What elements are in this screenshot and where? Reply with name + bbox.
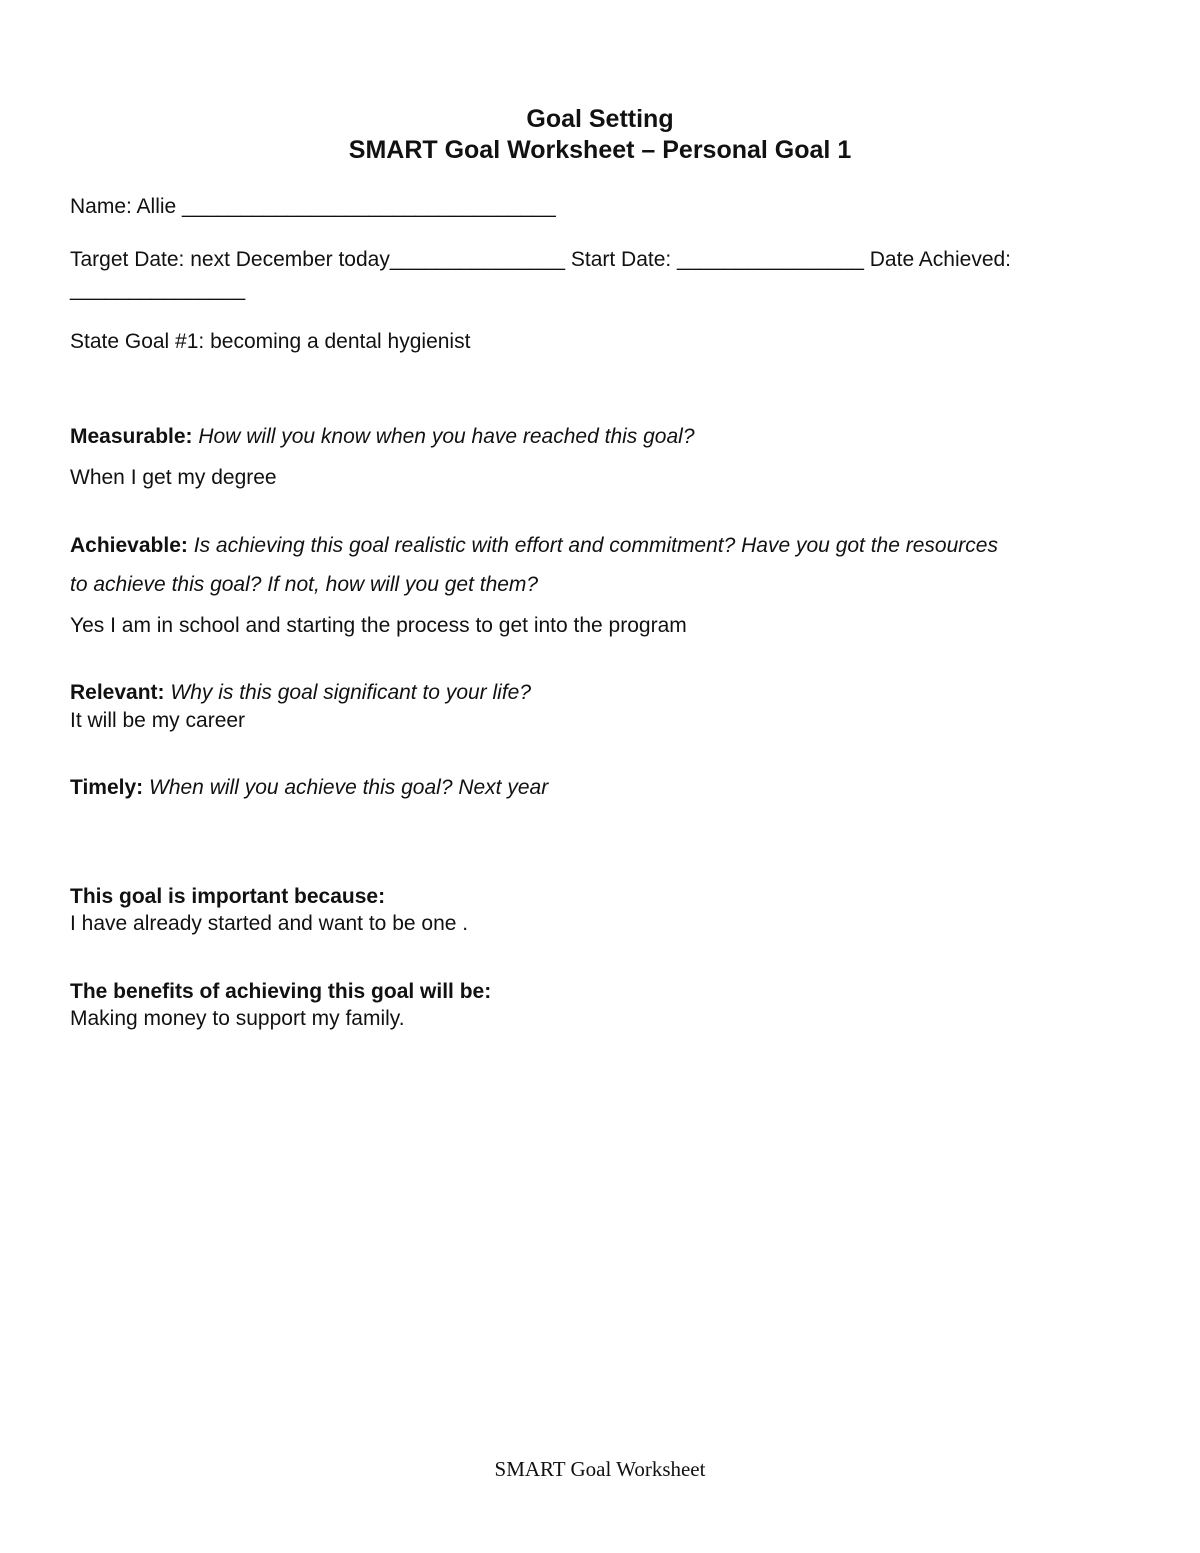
important-answer: I have already started and want to be one . bbox=[70, 912, 469, 935]
relevant-question-line bbox=[70, 680, 531, 706]
measurable-answer: When I get my degree bbox=[70, 466, 277, 489]
achievable-question-part2: to achieve this goal? If not, how will you get them? bbox=[70, 573, 539, 596]
achievable-question-part1: Is achieving this goal realistic with effort and commitment? Have you got the resources bbox=[193, 534, 998, 557]
achievable-answer: Yes I am in school and starting the process to get into the program bbox=[70, 614, 687, 637]
relevant-question: Why is this goal significant to your life? bbox=[170, 681, 532, 704]
timely-label: Timely: bbox=[70, 776, 144, 799]
relevant-answer: It will be my career bbox=[70, 709, 246, 732]
measurable-question: How will you know when you have reached this goal? bbox=[198, 425, 695, 448]
benefits-label: The benefits of achieving this goal will be: bbox=[70, 980, 492, 1003]
name-field: Name: Allie ________________________________ bbox=[70, 195, 556, 218]
timely-line bbox=[70, 775, 548, 801]
important-label: This goal is important because: bbox=[70, 885, 386, 908]
measurable-question-line bbox=[70, 424, 695, 450]
dates-line-continued: _______________ bbox=[70, 278, 246, 301]
page-subtitle: SMART Goal Worksheet – Personal Goal 1 bbox=[348, 136, 852, 164]
page-footer: SMART Goal Worksheet bbox=[494, 1457, 706, 1481]
dates-line: Target Date: next December today_______________ Start Date: ________________ Date Achieved: bbox=[70, 248, 1012, 271]
benefits-answer: Making money to support my family. bbox=[70, 1007, 405, 1030]
relevant-label: Relevant: bbox=[70, 681, 165, 704]
timely-question-answer: When will you achieve this goal? Next year bbox=[149, 776, 549, 799]
achievable-label: Achievable: bbox=[70, 534, 188, 557]
measurable-label: Measurable: bbox=[70, 425, 193, 448]
page-title: Goal Setting bbox=[526, 105, 674, 133]
achievable-question-line bbox=[70, 533, 998, 559]
state-goal: State Goal #1: becoming a dental hygienist bbox=[70, 330, 471, 353]
